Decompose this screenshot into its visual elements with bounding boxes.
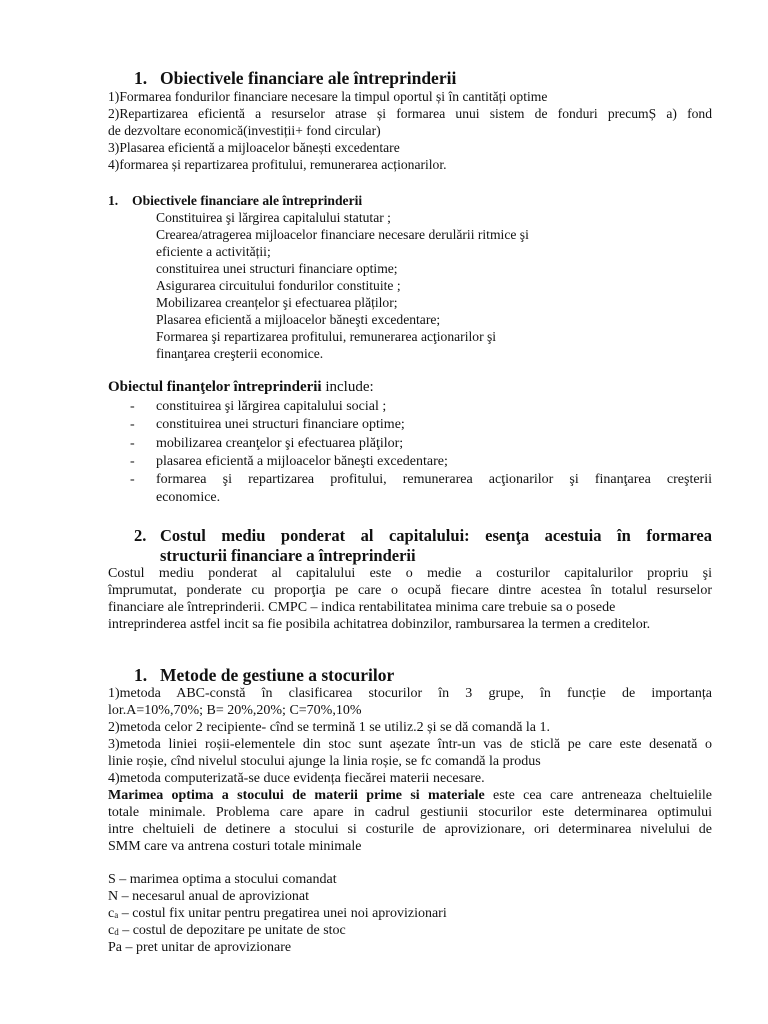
definition-text: – necesarul anual de aprovizionat — [118, 889, 309, 904]
definition-line — [108, 871, 712, 888]
bullet-dash: - — [130, 417, 135, 432]
section-title: Obiectivele financiare ale întreprinderii — [160, 68, 457, 88]
list-item: finanţarea creşterii economice. — [156, 346, 324, 361]
section-heading — [134, 526, 712, 546]
objectives-intro — [108, 379, 712, 396]
paragraph-line: totale minimale. Problema care apare in cadrul gestiunii stocurilor este determinarea optimului — [108, 805, 712, 820]
list-item: Plasarea eficientă a mijloacelor băneşti excedentare; — [156, 312, 441, 327]
objectives-intro-rest: include: — [321, 379, 374, 395]
definition-symbol: c — [108, 923, 115, 938]
section-number: 2. — [134, 526, 147, 545]
definition-symbol: c — [108, 906, 115, 921]
definition-subscript: d — [114, 927, 119, 937]
definition-text: – pret unitar de aprovizionare — [122, 940, 292, 955]
paragraph-line: Costul mediu ponderat al capitalului este o medie a costurilor capitalurilor propriu şi — [108, 566, 712, 581]
definition-line — [108, 939, 712, 956]
list-item: Mobilizarea creanțelor şi efectuarea plăților; — [156, 295, 398, 310]
text-line: 3)Plasarea eficientă a mijloacelor bănești excedentare — [108, 140, 400, 155]
paragraph-text: este cea care antreneaza cheltuielile — [484, 788, 712, 803]
bullet-dash: - — [130, 436, 135, 451]
section-title: Costul mediu ponderat al capitalului: esenţa acestuia în formarea — [160, 526, 712, 545]
list-item: constituirea unei structuri financiare optime; — [156, 261, 398, 276]
paragraph-line: SMM care va antrena costuri totale minimale — [108, 839, 362, 854]
section-title-continued: structurii financiare a întreprinderii — [160, 546, 416, 565]
text-line: 3)metoda liniei roșii-elementele din stoc sunt așezate într-un vas de sticlă pe care este desenată o — [108, 737, 712, 752]
list-item: Crearea/atragerea mijloacelor financiare necesare derulării ritmice şi — [156, 227, 529, 242]
text-line: 4)metoda computerizată-se duce evidența fiecărei materii necesare. — [108, 771, 485, 786]
section-heading — [108, 192, 712, 209]
text-line: 1)Formarea fondurilor financiare necesare la timpul oportul și în cantități optime — [108, 89, 548, 104]
bullet-item-continued: economice. — [156, 490, 221, 505]
definition-text: – marimea optima a stocului comandat — [115, 872, 337, 887]
section-heading — [134, 665, 738, 685]
text-line: 2)metoda celor 2 recipiente- cînd se termină 1 se utiliz.2 și se dă comandă la 1. — [108, 720, 551, 735]
list-item: eficiente a activității; — [156, 244, 271, 259]
bullet-item: plasarea eficientă a mijloacelor băneşti excedentare; — [156, 454, 448, 469]
definition-text: – costul fix unitar pentru pregatirea unei noi aprovizionari — [118, 906, 447, 921]
objectives-intro-bold: Obiectul finanţelor întreprinderii — [108, 379, 322, 395]
text-line: lor.A=10%,70%; B= 20%,20%; C=70%,10% — [108, 703, 362, 718]
text-line: de dezvoltare economică(investiții+ fond circular) — [108, 123, 381, 138]
text-line: 1)metoda ABC-constă în clasificarea stocurilor în 3 grupe, în funcție de importanța — [108, 686, 712, 701]
bullet-item: constituirea unei structuri financiare optime; — [156, 417, 405, 432]
list-item: Formarea şi repartizarea profitului, remunerarea acţionarilor şi — [156, 329, 497, 344]
paragraph-line: împrumutat, ponderate cu proporţia pe care o ocupă fiecare dintre acestea în totalul resurselor — [108, 583, 712, 598]
list-item: Asigurarea circuitului fondurilor constituite ; — [156, 278, 401, 293]
definition-symbol: N — [108, 889, 119, 904]
section-number: 1. — [134, 68, 148, 88]
section-number: 1. — [108, 193, 119, 208]
section-heading — [134, 68, 738, 88]
definition-symbol: Pa — [108, 940, 122, 955]
section-number: 1. — [134, 665, 148, 685]
text-line: 4)formarea și repartizarea profitului, remunerarea acționarilor. — [108, 157, 447, 172]
bullet-dash: - — [130, 454, 135, 469]
bullet-item: mobilizarea creanţelor şi efectuarea plăţilor; — [156, 436, 404, 451]
definition-subscript: a — [114, 910, 119, 920]
bullet-item: formarea şi repartizarea profitului, remunerarea acţionarilor şi finanţarea creşterii — [156, 472, 712, 487]
definition-text: – costul de depozitare pe unitate de stoc — [118, 923, 346, 938]
bullet-dash: - — [130, 472, 135, 487]
text-line: linie roșie, cînd nivelul stocului ajunge la linia roșie, se fc comandă la produs — [108, 754, 541, 769]
paragraph-line: financiare ale întreprinderii. CMPC – indica rentabilitatea minima care trebuie sa o posede — [108, 600, 616, 615]
definition-line — [108, 888, 712, 905]
definition-symbol: S — [108, 872, 116, 887]
paragraph-line: intreprinderea astfel incit sa fie posibila achitatrea dobinzilor, rambursarea la termen a creditelor. — [108, 617, 651, 632]
paragraph-line — [108, 787, 712, 804]
section-title: Metode de gestiune a stocurilor — [160, 665, 395, 685]
text-line: 2)Repartizarea eficientă a resurselor atrase și formarea unui sistem de fonduri precumȘ a) fond — [108, 106, 712, 121]
list-item: Constituirea şi lărgirea capitalului statutar ; — [156, 210, 391, 225]
bullet-dash: - — [130, 399, 135, 414]
bullet-item: constituirea şi lărgirea capitalului social ; — [156, 399, 387, 414]
section-title: Obiectivele financiare ale întreprinderii — [132, 193, 363, 208]
paragraph-line: intre cheltuieli de detinere a stocului si costurile de aprovizionare, ori determinarea nivelului de — [108, 822, 712, 837]
paragraph-bold-lead: Marimea optima a stocului de materii prime si materiale — [108, 788, 485, 803]
